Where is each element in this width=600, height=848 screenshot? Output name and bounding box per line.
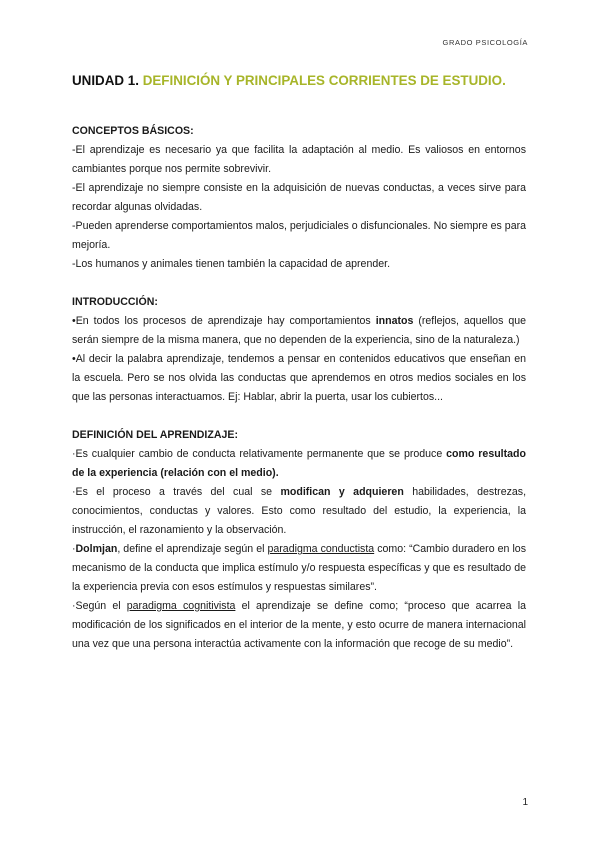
concepto-item: -Los humanos y animales tienen también la capacidad de aprender. — [72, 258, 391, 270]
unit-name: DEFINICIÓN Y PRINCIPALES CORRIENTES DE ESTUDIO. — [142, 73, 506, 88]
unit-number: UNIDAD 1. — [72, 73, 139, 88]
text-run: ·Es cualquier cambio de conducta relativamente permanente que se produce — [72, 448, 447, 460]
text-run: el aprendizaje se define como; “proceso que acarrea la modificación de los significados en el interior de la mente, y esto ocurre de manera internacional una vez que una persona interactúa activamente con la información que recoge de su medio”. — [72, 600, 526, 650]
text-run: ·Según el — [72, 600, 127, 612]
text-run: como: “Cambio duradero en los mecanismo de la conducta que implica estímulo y/o respuesta específicas y que es resultado de la experiencia previa con esos estímulos y respuestas similares”. — [72, 543, 526, 593]
emphasis-experiencia: como resultado de la experiencia (relación con el medio). — [72, 448, 526, 479]
section-heading-conceptos: CONCEPTOS BÁSICOS: — [72, 125, 194, 137]
unit-title — [72, 72, 526, 89]
page-number: 1 — [522, 797, 528, 808]
text-run: · — [72, 543, 76, 555]
section-spacer — [72, 274, 526, 293]
text-run: habilidades, destrezas, conocimientos, conductas y valores. Esto como resultado del estudio, la experiencia, la instrucción, el razonamiento y la observación. — [72, 486, 527, 536]
underline-cognitivista: paradigma cognitivista — [126, 600, 236, 612]
definition-paragraph-2 — [72, 483, 526, 540]
emphasis-modifican: modifican y adquieren — [280, 486, 404, 498]
text-run: (reflejos, aquellos que serán siempre de la misma manera, que no dependen de la experiencia, sino de la naturaleza.) — [72, 315, 526, 346]
underline-conductista: paradigma conductista — [267, 543, 375, 555]
intro-paragraph-2: •Al decir la palabra aprendizaje, tendemos a pensar en contenidos educativos que enseñan en la escuela. Pero se nos olvida las conductas que aprendemos en otros medios sociales en los que las personas interactuamos. Ej: Hablar, abrir la puerta, usar los cubiertos... — [72, 353, 526, 403]
section-heading-introduccion: INTRODUCCIÓN: — [72, 296, 158, 308]
definition-paragraph-4 — [72, 597, 526, 654]
definition-paragraph-1 — [72, 445, 526, 483]
running-header: GRADO PSICOLOGÍA — [442, 38, 528, 47]
concepto-item: -El aprendizaje no siempre consiste en la adquisición de nuevas conductas, a veces sirve para recordar algunas olvidadas. — [72, 182, 526, 213]
definition-paragraph-3 — [72, 540, 526, 597]
emphasis-innatos: innatos — [375, 315, 414, 327]
text-run: , define el aprendizaje según el — [117, 543, 268, 555]
section-spacer — [72, 407, 526, 426]
section-heading-definicion: DEFINICIÓN DEL APRENDIZAJE: — [72, 429, 238, 441]
concepto-item: -El aprendizaje es necesario ya que facilita la adaptación al medio. Es valiosos en entornos cambiantes porque nos permite sobrevivir. — [72, 144, 526, 175]
document-body — [72, 122, 526, 654]
text-run: ·Es el proceso a través del cual se — [72, 486, 281, 498]
intro-paragraph-1 — [72, 312, 526, 350]
emphasis-dolmjan: Dolmjan — [75, 543, 118, 555]
text-run: •En todos los procesos de aprendizaje hay comportamientos — [72, 315, 376, 327]
concepto-item: -Pueden aprenderse comportamientos malos, perjudiciales o disfuncionales. No siempre es para mejoría. — [72, 220, 527, 251]
